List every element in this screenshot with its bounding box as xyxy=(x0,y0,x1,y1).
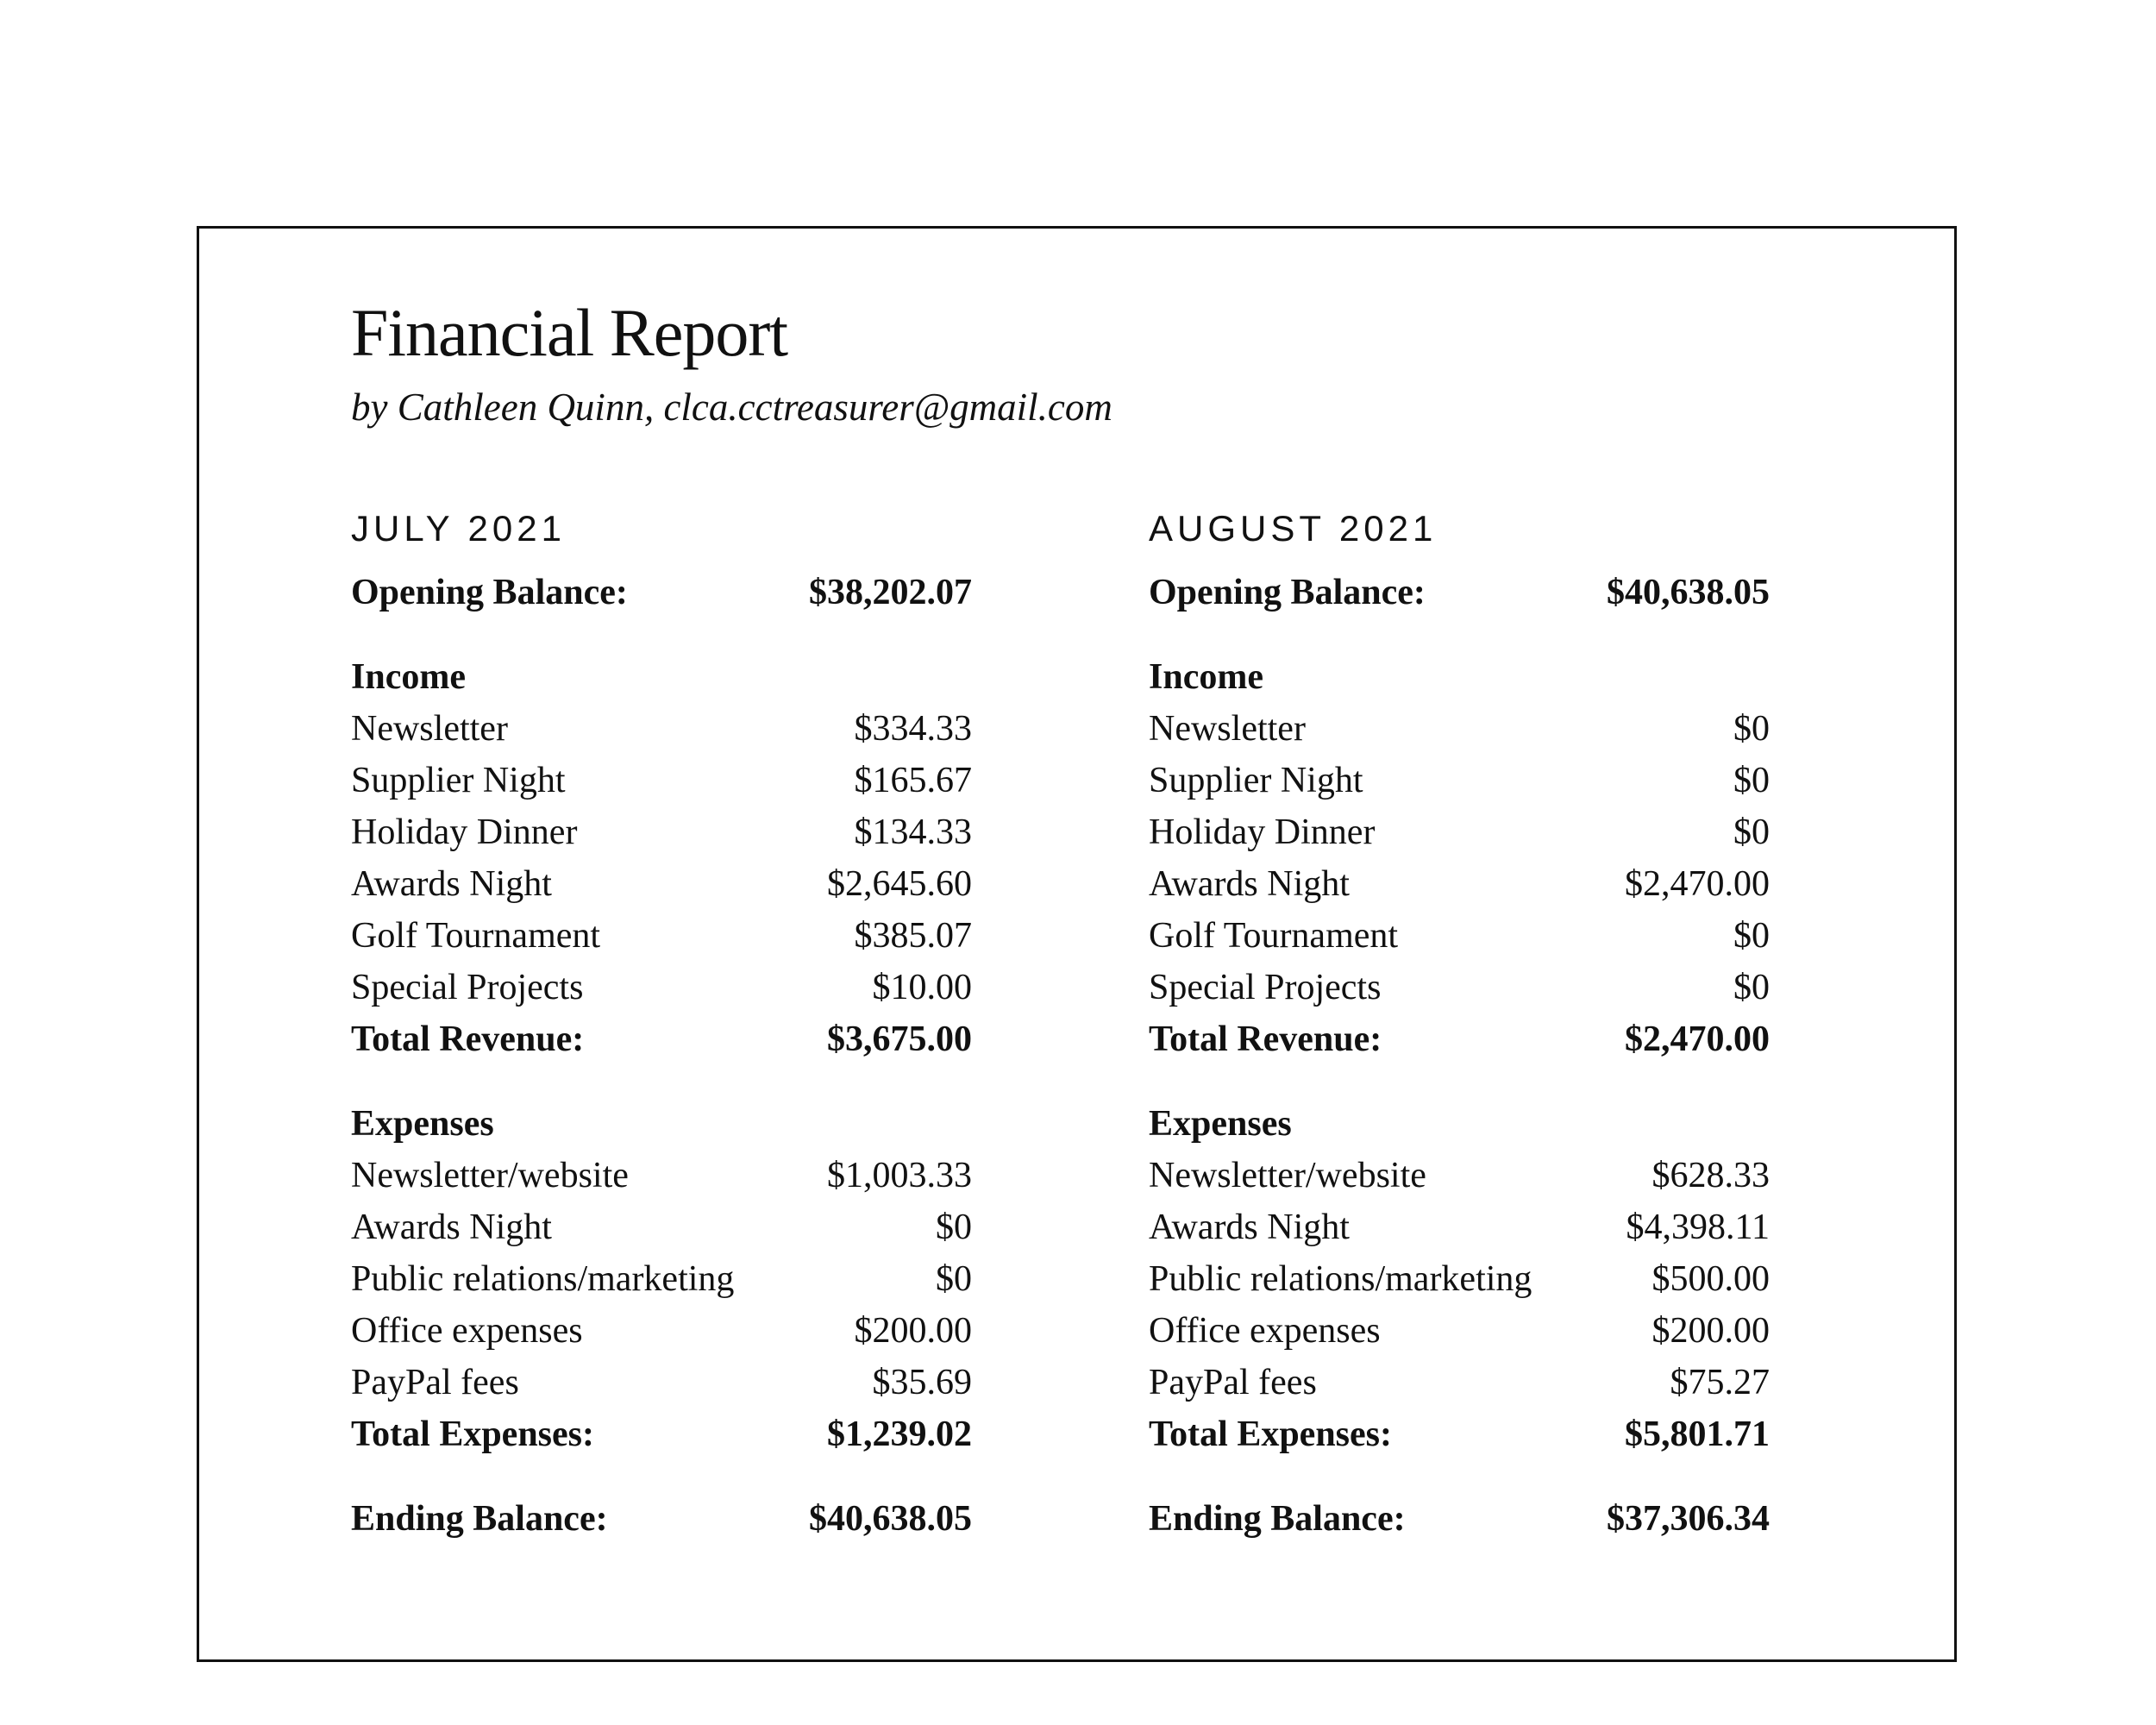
row-amount: $5,801.71 xyxy=(1625,1414,1770,1454)
row-label: Newsletter/website xyxy=(1149,1156,1426,1195)
total-expenses-row xyxy=(351,1408,972,1460)
row-label: Holiday Dinner xyxy=(351,812,578,852)
expense-row xyxy=(1149,1357,1770,1408)
row-label: Opening Balance: xyxy=(351,573,628,612)
row-amount: $0 xyxy=(1733,916,1770,956)
row-label: Newsletter xyxy=(351,709,508,749)
row-label: Golf Tournament xyxy=(351,916,601,956)
expense-row xyxy=(351,1305,972,1357)
row-amount: $2,470.00 xyxy=(1625,864,1770,904)
row-amount: $0 xyxy=(1733,968,1770,1007)
row-label: Ending Balance: xyxy=(1149,1499,1406,1539)
row-amount: $0 xyxy=(1733,761,1770,800)
row-amount: $0 xyxy=(1733,812,1770,852)
row-label: Awards Night xyxy=(1149,1208,1350,1247)
row-amount: $75.27 xyxy=(1670,1363,1770,1402)
income-row xyxy=(1149,910,1770,962)
income-row xyxy=(1149,858,1770,910)
row-label: PayPal fees xyxy=(1149,1363,1317,1402)
income-row xyxy=(351,806,972,858)
row-amount: $134.33 xyxy=(854,812,972,852)
row-amount: $3,675.00 xyxy=(827,1019,972,1059)
row-label: Total Revenue: xyxy=(351,1019,585,1059)
row-label: Total Expenses: xyxy=(1149,1414,1393,1454)
row-label: Special Projects xyxy=(1149,968,1382,1007)
expense-row xyxy=(1149,1253,1770,1305)
ending-balance-row xyxy=(351,1493,972,1545)
total-expenses-row xyxy=(1149,1408,1770,1460)
row-amount: $2,645.60 xyxy=(827,864,972,904)
row-amount: $165.67 xyxy=(854,761,972,800)
report-frame xyxy=(197,226,1957,1662)
row-label: Awards Night xyxy=(351,864,552,904)
income-row xyxy=(1149,962,1770,1013)
row-amount: $37,306.34 xyxy=(1607,1499,1770,1539)
row-amount: $40,638.05 xyxy=(809,1499,972,1539)
august-column xyxy=(1149,508,1770,1545)
row-label: Newsletter/website xyxy=(351,1156,629,1195)
row-label: Opening Balance: xyxy=(1149,573,1426,612)
expense-row xyxy=(1149,1201,1770,1253)
expenses-heading: Expenses xyxy=(351,1104,494,1144)
row-amount: $200.00 xyxy=(854,1311,972,1351)
row-amount: $0 xyxy=(1733,709,1770,749)
row-amount: $0 xyxy=(936,1208,972,1247)
row-label: Supplier Night xyxy=(351,761,566,800)
row-amount: $40,638.05 xyxy=(1607,573,1770,612)
income-row xyxy=(1149,806,1770,858)
row-amount: $500.00 xyxy=(1651,1259,1770,1299)
row-amount: $10.00 xyxy=(872,968,972,1007)
income-heading: Income xyxy=(351,657,466,697)
row-label: Supplier Night xyxy=(1149,761,1363,800)
row-label: Special Projects xyxy=(351,968,584,1007)
income-heading: Income xyxy=(1149,657,1263,697)
expense-row xyxy=(351,1357,972,1408)
row-amount: $1,003.33 xyxy=(827,1156,972,1195)
row-label: Golf Tournament xyxy=(1149,916,1399,956)
row-label: Public relations/marketing xyxy=(1149,1259,1532,1299)
row-label: Holiday Dinner xyxy=(1149,812,1376,852)
income-row xyxy=(1149,703,1770,755)
row-amount: $35.69 xyxy=(872,1363,972,1402)
total-revenue-row xyxy=(1149,1013,1770,1065)
income-row xyxy=(351,910,972,962)
row-label: Newsletter xyxy=(1149,709,1306,749)
expense-row xyxy=(1149,1150,1770,1201)
expense-row xyxy=(351,1253,972,1305)
row-amount: $0 xyxy=(936,1259,972,1299)
row-label: Awards Night xyxy=(351,1208,552,1247)
row-label: Office expenses xyxy=(351,1311,583,1351)
income-row xyxy=(351,962,972,1013)
income-row xyxy=(351,703,972,755)
row-label: Total Expenses: xyxy=(351,1414,595,1454)
ending-balance-row xyxy=(1149,1493,1770,1545)
row-label: Office expenses xyxy=(1149,1311,1381,1351)
row-amount: $628.33 xyxy=(1651,1156,1770,1195)
july-column xyxy=(351,508,972,1545)
income-row xyxy=(351,755,972,806)
month-heading: AUGUST 2021 xyxy=(1149,508,1438,549)
expense-row xyxy=(351,1150,972,1201)
row-amount: $334.33 xyxy=(854,709,972,749)
row-amount: $2,470.00 xyxy=(1625,1019,1770,1059)
row-label: PayPal fees xyxy=(351,1363,519,1402)
row-amount: $4,398.11 xyxy=(1626,1208,1770,1247)
income-row xyxy=(1149,755,1770,806)
total-revenue-row xyxy=(351,1013,972,1065)
row-amount: $385.07 xyxy=(854,916,972,956)
row-label: Ending Balance: xyxy=(351,1499,608,1539)
opening-balance-row xyxy=(351,567,972,618)
row-amount: $38,202.07 xyxy=(809,573,972,612)
income-row xyxy=(351,858,972,910)
row-label: Public relations/marketing xyxy=(351,1259,735,1299)
expense-row xyxy=(351,1201,972,1253)
row-amount: $1,239.02 xyxy=(827,1414,972,1454)
row-label: Awards Night xyxy=(1149,864,1350,904)
report-byline: by Cathleen Quinn, clca.cctreasurer@gmail.com xyxy=(351,386,1112,429)
expense-row xyxy=(1149,1305,1770,1357)
report-title: Financial Report xyxy=(351,295,788,370)
opening-balance-row xyxy=(1149,567,1770,618)
expenses-heading: Expenses xyxy=(1149,1104,1292,1144)
row-label: Total Revenue: xyxy=(1149,1019,1382,1059)
month-heading: JULY 2021 xyxy=(351,508,566,549)
row-amount: $200.00 xyxy=(1651,1311,1770,1351)
